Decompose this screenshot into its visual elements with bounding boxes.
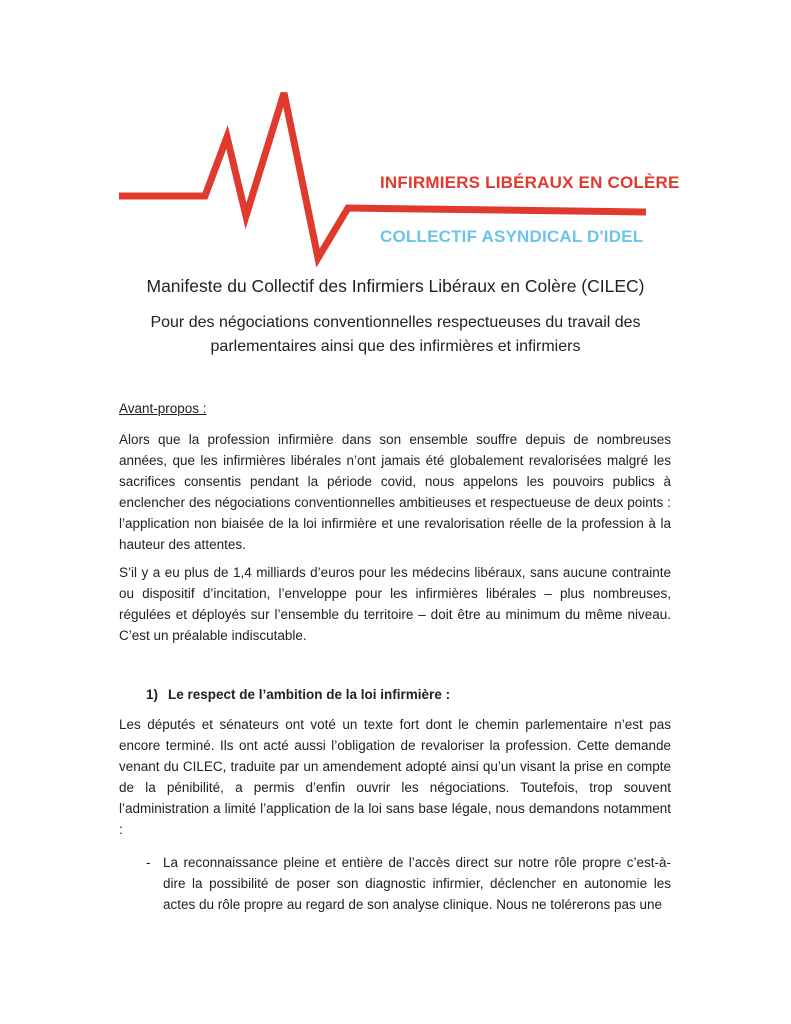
foreword-label: Avant-propos : [119, 401, 207, 416]
logo-subtitle: COLLECTIF ASYNDICAL D'IDEL [380, 227, 644, 246]
page-title: Manifeste du Collectif des Infirmiers Libéraux en Colère (CILEC) [146, 276, 645, 296]
paragraph: Alors que la profession infirmière dans son ensemble souffre depuis de nombreuses années, que les infirmières libérales n’ont jamais été globalement revalorisées malgré les sacrifices consentis pendant la période covid, nous appelons les pouvoirs publics à enclencher des négociations conventionnelles ambitieuses et respectueuse de deux points : l’application non biaisée de la loi infirmière et une revalorisation réelle de la profession à la hauteur des attentes. [119, 432, 671, 552]
list-item-text: La reconnaissance pleine et entière de l’accès direct sur notre rôle propre c’est-à-dire la possibilité de poser son diagnostic infirmier, déclencher en autonomie les actes du rôle propre au regard de son analyse clinique. Nous ne tolérerons pas une [163, 855, 671, 912]
paragraph: S’il y a eu plus de 1,4 milliards d’euros pour les médecins libéraux, sans aucune contrainte ou dispositif d’incitation, l’enveloppe pour les infirmières libérales – plus nombreuses, régulées et déployés sur l’ensemble du territoire – doit être au minimum du même niveau. C’est un préalable indiscutable. [119, 565, 671, 643]
section-number: 1) [146, 687, 159, 702]
paragraph: Les députés et sénateurs ont voté un texte fort dont le chemin parlementaire n’est pas encore terminé. Ils ont acté aussi l’obligation de revaloriser la profession. Cette demande venant du CILEC, traduite par un amendement adopté ainsi qu’un visant la prise en compte de la pénibilité, a permis d’enfin ouvrir les négociations. Toutefois, trop souvent l’administration a limité l’application de la loi sans base légale, nous demandons notamment : [119, 717, 671, 837]
section-heading [146, 687, 450, 702]
logo-title: INFIRMIERS LIBÉRAUX EN COLÈRE [380, 173, 680, 192]
bullet-marker: - [146, 855, 151, 870]
page-subtitle: Pour des négociations conventionnelles respectueuses du travail des parlementaires ainsi que des infirmières et infirmiers [150, 314, 641, 355]
section-heading-text: Le respect de l’ambition de la loi infirmière : [168, 687, 451, 702]
collective-logo [0, 0, 791, 270]
